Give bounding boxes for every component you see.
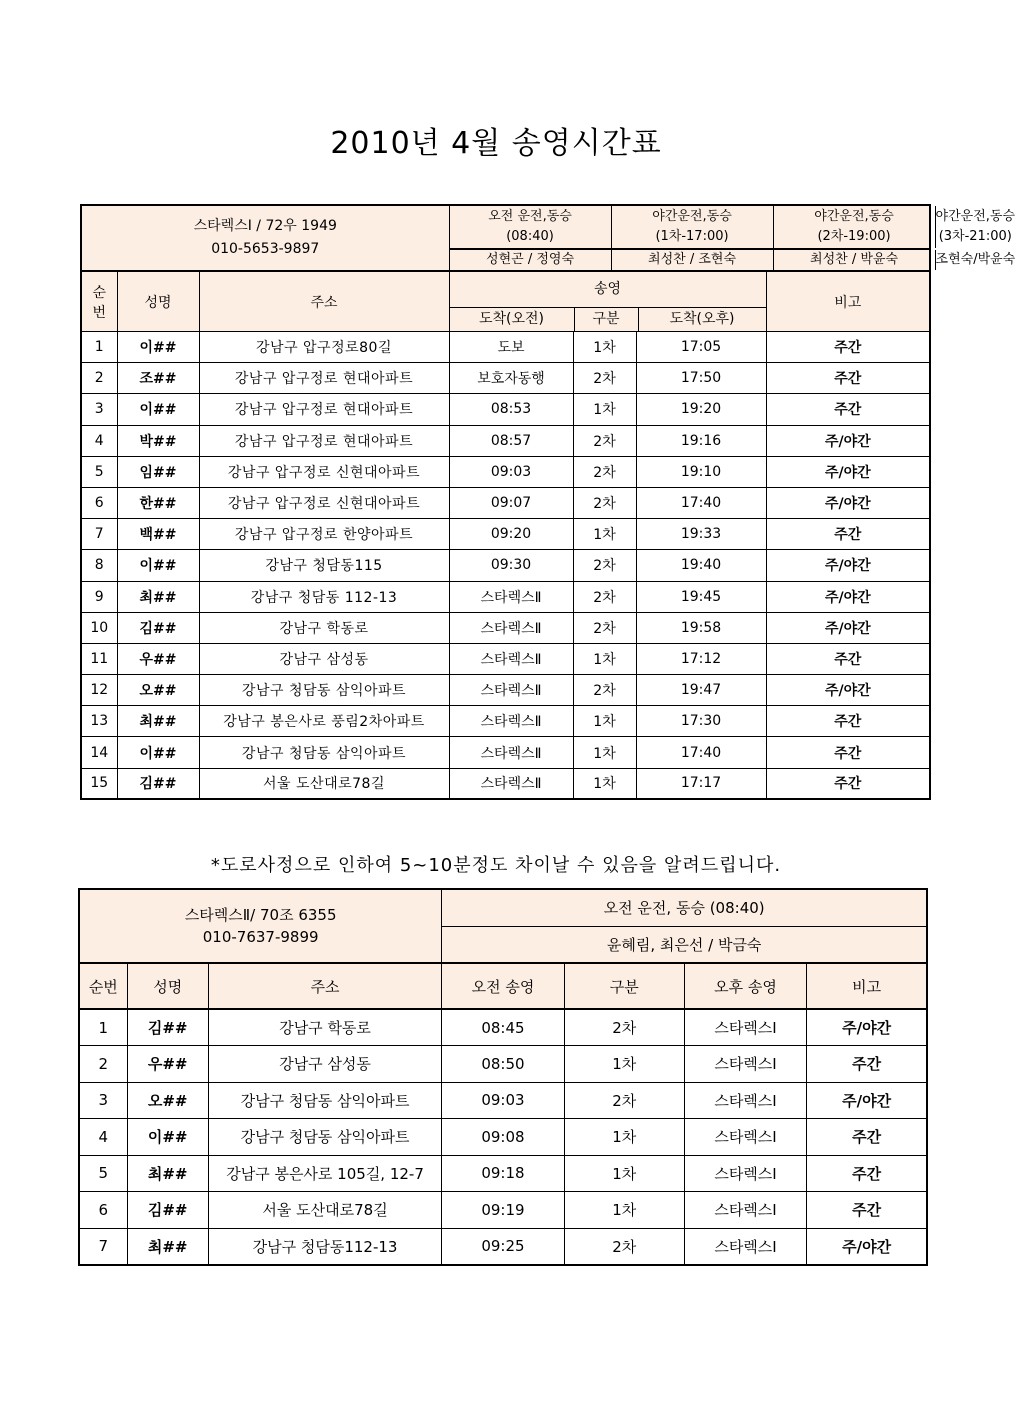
shift-am-time: (08:40) [506, 229, 554, 244]
cell-am: 08:45 [442, 1009, 564, 1046]
cell-am: 08:50 [442, 1046, 564, 1083]
cell-no: 6 [79, 1192, 127, 1229]
cell-name: 오## [117, 675, 199, 706]
cell-address: 강남구 삼성동 [199, 643, 449, 674]
table-row [79, 1009, 927, 1046]
cell-name: 박## [117, 425, 199, 456]
cell-name: 이## [117, 550, 199, 581]
cell-no: 13 [81, 706, 117, 737]
table-row [81, 394, 930, 425]
vehicle-plate: 스타렉스Ⅰ / 72우 1949 [193, 218, 337, 234]
cell-note: 주간 [766, 332, 930, 363]
table-row [79, 1082, 927, 1119]
cell-am: 09:18 [442, 1155, 564, 1192]
cell-address: 강남구 청담동 112-13 [199, 581, 449, 612]
col-header-transport [449, 271, 766, 332]
cell-round: 1차 [573, 519, 636, 550]
cell-note: 주/야간 [766, 581, 930, 612]
schedule-table-starex-2 [78, 888, 928, 1266]
cell-name: 김## [117, 768, 199, 799]
shift-night-1-label: 야간운전,동승 [652, 209, 732, 224]
shift-info-row [449, 205, 1015, 249]
table-row [81, 737, 930, 768]
col2-header-note: 비고 [807, 963, 927, 1009]
cell-pm: 19:47 [636, 675, 766, 706]
cell-address: 강남구 봉은사로 풍림2차아파트 [199, 706, 449, 737]
table-row [81, 425, 930, 456]
cell-name: 최## [117, 581, 199, 612]
cell-am: 스타렉스Ⅱ [449, 737, 573, 768]
table-row [81, 456, 930, 487]
cell-note: 주/야간 [766, 425, 930, 456]
table-row [81, 675, 930, 706]
cell-pm: 17:30 [636, 706, 766, 737]
cell-no: 15 [81, 768, 117, 799]
cell-note: 주/야간 [807, 1082, 927, 1119]
cell-round: 1차 [573, 768, 636, 799]
cell-am: 스타렉스Ⅱ [449, 643, 573, 674]
table-row [79, 1046, 927, 1083]
cell-pm: 19:10 [636, 456, 766, 487]
cell-note: 주간 [766, 737, 930, 768]
col-header-arrive-pm: 도착(오후) [669, 311, 735, 327]
cell-round: 1차 [573, 332, 636, 363]
cell-pm: 스타렉스Ⅰ [684, 1155, 806, 1192]
cell-am: 스타렉스Ⅱ [449, 768, 573, 799]
cell-name: 이## [127, 1119, 208, 1156]
cell-address: 강남구 청담동 삼익아파트 [208, 1119, 442, 1156]
page-title: 2010년 4월 송영시간표 [330, 126, 662, 161]
shift-night-1 [612, 206, 774, 248]
cell-am: 09:20 [449, 519, 573, 550]
col-header-no-b: 번 [92, 304, 107, 321]
table-row [79, 1192, 927, 1229]
cell-round: 2차 [573, 581, 636, 612]
table2-body [79, 1009, 927, 1265]
cell-name: 김## [127, 1009, 208, 1046]
shift-night-3-time: (3차-21:00) [938, 229, 1012, 244]
cell-name: 이## [117, 332, 199, 363]
table-row [81, 332, 930, 363]
col2-header-am: 오전 송영 [442, 963, 564, 1009]
cell-address: 강남구 청담동115 [199, 550, 449, 581]
cell-name: 최## [117, 706, 199, 737]
cell-round: 2차 [564, 1009, 684, 1046]
shift-am-label: 오전 운전,동승 [488, 209, 572, 224]
vehicle2-info [79, 889, 442, 963]
cell-note: 주/야간 [807, 1009, 927, 1046]
table-row [79, 1155, 927, 1192]
cell-round: 1차 [564, 1119, 684, 1156]
shift-night-3-label: 야간운전,동승 [935, 209, 1015, 224]
cell-no: 2 [79, 1046, 127, 1083]
cell-note: 주/야간 [766, 612, 930, 643]
cell-pm: 17:40 [636, 737, 766, 768]
cell-address: 강남구 청담동 삼익아파트 [199, 675, 449, 706]
cell-am: 08:57 [449, 425, 573, 456]
col2-header-address: 주소 [208, 963, 442, 1009]
cell-note: 주/야간 [807, 1228, 927, 1265]
cell-note: 주간 [766, 706, 930, 737]
cell-pm: 17:05 [636, 332, 766, 363]
cell-note: 주/야간 [766, 550, 930, 581]
cell-pm: 19:20 [636, 394, 766, 425]
col2-header-round: 구분 [564, 963, 684, 1009]
cell-no: 10 [81, 612, 117, 643]
cell-note: 주간 [807, 1155, 927, 1192]
table-row [81, 487, 930, 518]
vehicle-info [81, 205, 449, 271]
vehicle2-plate: 스타렉스Ⅱ/ 70조 6355 [184, 906, 337, 924]
cell-am: 스타렉스Ⅱ [449, 706, 573, 737]
cell-pm: 19:33 [636, 519, 766, 550]
cell-round: 2차 [573, 456, 636, 487]
cell-address: 강남구 압구정로 현대아파트 [199, 425, 449, 456]
cell-no: 6 [81, 487, 117, 518]
table-row [81, 581, 930, 612]
cell-round: 2차 [573, 612, 636, 643]
cell-round: 1차 [564, 1155, 684, 1192]
shift-night-2 [774, 206, 936, 248]
cell-am: 09:25 [442, 1228, 564, 1265]
cell-name: 임## [117, 456, 199, 487]
cell-no: 1 [81, 332, 117, 363]
cell-pm: 17:40 [636, 487, 766, 518]
staff-night-1: 최성찬 / 조현숙 [612, 250, 774, 270]
cell-address: 강남구 학동로 [208, 1009, 442, 1046]
cell-round: 1차 [573, 706, 636, 737]
cell-address: 강남구 압구정로 신현대아파트 [199, 487, 449, 518]
col-header-transport-label: 송영 [593, 281, 622, 297]
cell-address: 강남구 봉은사로 105길, 12-7 [208, 1155, 442, 1192]
cell-am: 스타렉스Ⅱ [449, 581, 573, 612]
cell-round: 1차 [573, 394, 636, 425]
schedule-table-starex-1 [80, 204, 1015, 800]
cell-note: 주간 [807, 1046, 927, 1083]
cell-no: 1 [79, 1009, 127, 1046]
cell-pm: 스타렉스Ⅰ [684, 1228, 806, 1265]
cell-no: 14 [81, 737, 117, 768]
cell-name: 이## [117, 737, 199, 768]
cell-address: 강남구 삼성동 [208, 1046, 442, 1083]
cell-note: 주간 [766, 519, 930, 550]
col2-header-pm: 오후 송영 [684, 963, 806, 1009]
staff-night-3: 조현숙/박윤숙 [935, 252, 1015, 267]
cell-pm: 스타렉스Ⅰ [684, 1192, 806, 1229]
col2-header-no: 순번 [79, 963, 127, 1009]
cell-round: 2차 [564, 1082, 684, 1119]
cell-address: 강남구 청담동112-13 [208, 1228, 442, 1265]
cell-address: 강남구 압구정로 현대아파트 [199, 394, 449, 425]
cell-name: 우## [117, 643, 199, 674]
cell-pm: 19:58 [636, 612, 766, 643]
cell-name: 김## [127, 1192, 208, 1229]
cell-no: 4 [79, 1119, 127, 1156]
staff2: 윤혜림, 최은선 / 박금숙 [442, 926, 927, 963]
cell-pm: 19:16 [636, 425, 766, 456]
cell-note: 주간 [766, 394, 930, 425]
cell-pm: 스타렉스Ⅰ [684, 1009, 806, 1046]
cell-pm: 17:12 [636, 643, 766, 674]
cell-address: 강남구 청담동 삼익아파트 [199, 737, 449, 768]
col-header-address: 주소 [199, 271, 449, 332]
cell-no: 2 [81, 363, 117, 394]
shift2-am: 오전 운전, 동승 (08:40) [442, 889, 927, 926]
cell-name: 김## [117, 612, 199, 643]
cell-name: 우## [127, 1046, 208, 1083]
cell-round: 1차 [564, 1192, 684, 1229]
cell-round: 2차 [573, 675, 636, 706]
cell-address: 강남구 압구정로 신현대아파트 [199, 456, 449, 487]
cell-name: 한## [117, 487, 199, 518]
table1-body [81, 332, 930, 800]
cell-pm: 17:17 [636, 768, 766, 799]
cell-round: 2차 [573, 487, 636, 518]
cell-am: 08:53 [449, 394, 573, 425]
col-header-arrive-am: 도착(오전) [450, 308, 575, 331]
cell-address: 강남구 청담동 삼익아파트 [208, 1082, 442, 1119]
table-row [81, 706, 930, 737]
cell-no: 7 [79, 1228, 127, 1265]
cell-address: 강남구 압구정로 한양아파트 [199, 519, 449, 550]
cell-pm: 스타렉스Ⅰ [684, 1119, 806, 1156]
cell-no: 8 [81, 550, 117, 581]
cell-pm: 스타렉스Ⅰ [684, 1046, 806, 1083]
shift-night-1-time: (1차-17:00) [655, 229, 729, 244]
shift-am [450, 206, 612, 248]
cell-name: 백## [117, 519, 199, 550]
cell-note: 주간 [807, 1119, 927, 1156]
table-row [81, 612, 930, 643]
vehicle-phone: 010-5653-9897 [211, 241, 320, 257]
staff-night-2: 최성찬 / 박윤숙 [774, 250, 936, 270]
cell-am: 도보 [449, 332, 573, 363]
table-row [79, 1228, 927, 1265]
cell-note: 주/야간 [766, 675, 930, 706]
cell-no: 9 [81, 581, 117, 612]
cell-address: 서울 도산대로78길 [208, 1192, 442, 1229]
cell-pm: 19:45 [636, 581, 766, 612]
table-row [81, 363, 930, 394]
cell-note: 주간 [766, 363, 930, 394]
cell-am: 스타렉스Ⅱ [449, 612, 573, 643]
table-row [81, 550, 930, 581]
shift-night-2-time: (2차-19:00) [817, 229, 891, 244]
cell-name: 최## [127, 1155, 208, 1192]
cell-no: 4 [81, 425, 117, 456]
cell-am: 09:19 [442, 1192, 564, 1229]
cell-note: 주/야간 [766, 456, 930, 487]
cell-round: 2차 [564, 1228, 684, 1265]
cell-round: 2차 [573, 363, 636, 394]
cell-no: 3 [81, 394, 117, 425]
cell-am: 09:07 [449, 487, 573, 518]
cell-round: 2차 [573, 550, 636, 581]
cell-address: 강남구 학동로 [199, 612, 449, 643]
cell-address: 강남구 압구정로 현대아파트 [199, 363, 449, 394]
table-row [79, 1119, 927, 1156]
cell-name: 이## [117, 394, 199, 425]
shift-night-3 [936, 206, 1015, 248]
cell-am: 09:03 [449, 456, 573, 487]
delay-notice: *도로사정으로 인하여 5~10분정도 차이날 수 있음을 알려드립니다. [210, 855, 782, 876]
staff-am: 성현곤 / 정영숙 [450, 250, 612, 270]
cell-name: 조## [117, 363, 199, 394]
cell-round: 1차 [573, 643, 636, 674]
col-header-name: 성명 [117, 271, 199, 332]
cell-am: 보호자동행 [449, 363, 573, 394]
cell-am: 09:30 [449, 550, 573, 581]
staff-row [449, 249, 1015, 272]
cell-round: 1차 [573, 737, 636, 768]
col-header-note: 비고 [766, 271, 930, 332]
cell-address: 강남구 압구정로80길 [199, 332, 449, 363]
cell-no: 3 [79, 1082, 127, 1119]
table-row [81, 643, 930, 674]
cell-no: 5 [79, 1155, 127, 1192]
table-row [81, 519, 930, 550]
cell-name: 오## [127, 1082, 208, 1119]
shift-night-2-label: 야간운전,동승 [814, 209, 894, 224]
cell-round: 2차 [573, 425, 636, 456]
vehicle2-phone: 010-7637-9899 [202, 928, 319, 946]
cell-no: 12 [81, 675, 117, 706]
cell-pm: 19:40 [636, 550, 766, 581]
cell-name: 최## [127, 1228, 208, 1265]
col-header-no [81, 271, 117, 332]
cell-no: 5 [81, 456, 117, 487]
cell-pm: 스타렉스Ⅰ [684, 1082, 806, 1119]
cell-no: 11 [81, 643, 117, 674]
cell-no: 7 [81, 519, 117, 550]
cell-note: 주간 [766, 643, 930, 674]
col2-header-name: 성명 [127, 963, 208, 1009]
cell-note: 주/야간 [766, 487, 930, 518]
table-row [81, 768, 930, 799]
col-header-round: 구분 [575, 308, 639, 331]
cell-address: 서울 도산대로78길 [199, 768, 449, 799]
cell-round: 1차 [564, 1046, 684, 1083]
col-header-no-a: 순 [92, 284, 107, 301]
cell-note: 주간 [766, 768, 930, 799]
cell-am: 스타렉스Ⅱ [449, 675, 573, 706]
cell-pm: 17:50 [636, 363, 766, 394]
cell-am: 09:03 [442, 1082, 564, 1119]
cell-am: 09:08 [442, 1119, 564, 1156]
cell-note: 주간 [807, 1192, 927, 1229]
